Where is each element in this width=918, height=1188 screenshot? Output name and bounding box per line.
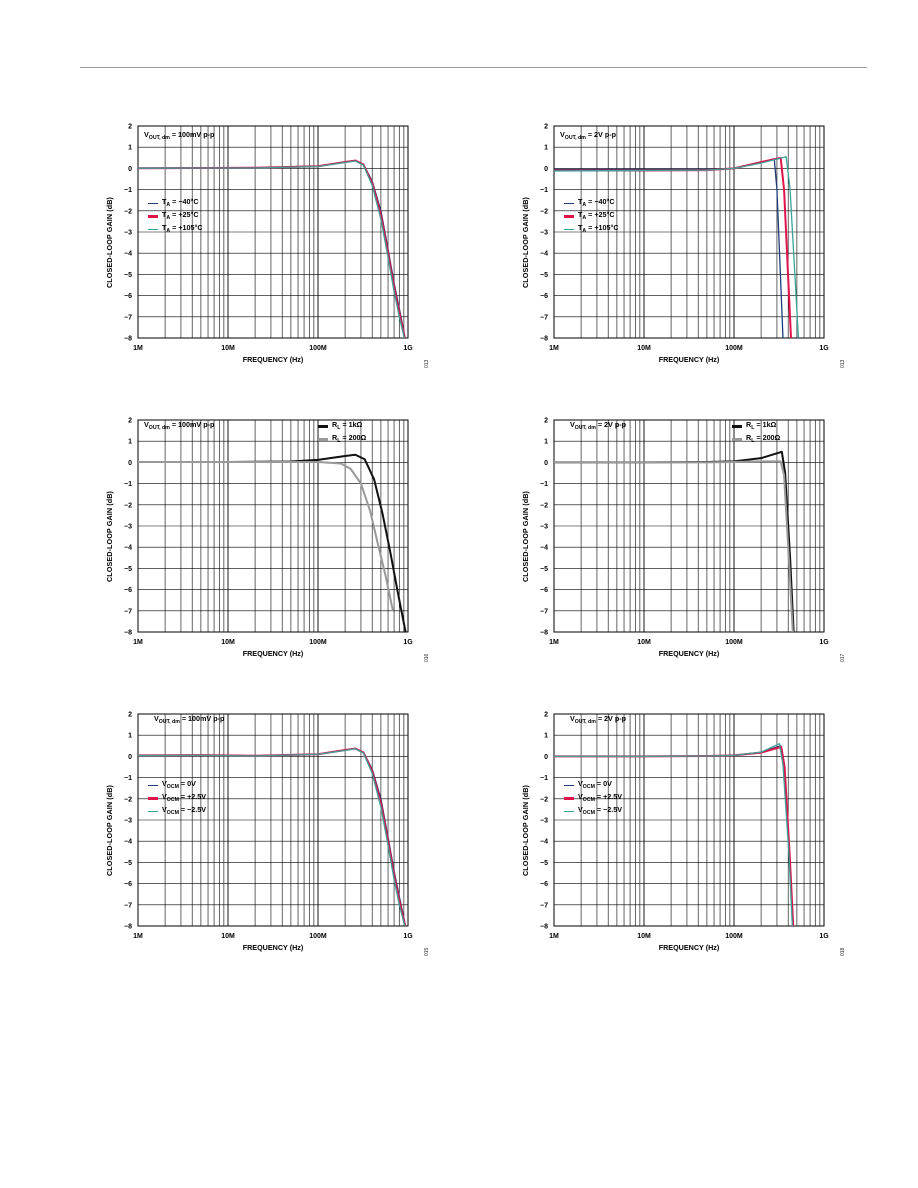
condition-annotation: [144, 130, 214, 141]
chart-load-2v: [516, 412, 846, 662]
y-tick-label: −5: [540, 565, 548, 573]
condition-annotation: [154, 714, 224, 725]
y-tick-label: −3: [540, 523, 548, 531]
y-tick-label: −1: [124, 481, 132, 489]
y-tick-label: 2: [128, 123, 132, 131]
legend-label: [332, 432, 366, 447]
x-tick-label: 1G: [403, 345, 413, 352]
y-tick-label: −3: [540, 229, 548, 237]
legend-swatch: [148, 215, 158, 218]
chart-svg: [516, 706, 836, 956]
legend-label-subscript: L: [337, 425, 341, 431]
y-axis-label: CLOSED-LOOP GAIN (dB): [105, 490, 114, 582]
legend-label-value: = 0V: [594, 779, 612, 788]
x-tick-label: 1M: [549, 933, 559, 940]
figure-id: 017: [840, 653, 846, 662]
legend-label-subscript: A: [166, 228, 171, 234]
y-axis-label: CLOSED-LOOP GAIN (dB): [521, 784, 530, 876]
series-line-0: [554, 159, 783, 338]
y-tick-label: −2: [540, 796, 548, 804]
legend-swatch: [148, 203, 158, 205]
y-tick-label: −7: [540, 902, 548, 910]
legend-label-value: = 0V: [178, 779, 196, 788]
chart-temperature-2v: [516, 118, 846, 368]
x-tick-label: 1G: [819, 933, 829, 940]
legend-label: [578, 222, 619, 237]
x-tick-label: 10M: [221, 639, 235, 646]
legend-label-subscript: OCM: [582, 784, 595, 790]
y-tick-label: −7: [540, 314, 548, 322]
legend-label: [578, 804, 622, 819]
annotation-value: = 100mV p-p: [179, 714, 225, 723]
legend-label-main: V: [578, 805, 583, 814]
series-line-0: [554, 746, 793, 926]
legend-swatch: [564, 811, 574, 813]
annotation-value: = 100mV p-p: [169, 130, 215, 139]
x-tick-label: 10M: [221, 345, 235, 352]
x-tick-label: 100M: [725, 639, 743, 646]
annotation-value: = 2V p-p: [595, 420, 626, 429]
x-axis-label: FREQUENCY (Hz): [242, 943, 304, 952]
y-tick-label: 2: [544, 123, 548, 131]
series-group: [554, 744, 793, 926]
y-tick-label: −4: [124, 838, 132, 846]
y-tick-label: −2: [124, 502, 132, 510]
y-tick-label: 2: [544, 711, 548, 719]
legend-label-main: V: [578, 779, 583, 788]
legend-label-value: = −2.5V: [594, 805, 623, 814]
x-tick-label: 100M: [309, 933, 327, 940]
legend-label-value: = 200Ω: [340, 433, 367, 442]
y-tick-label: 1: [128, 732, 132, 740]
y-tick-label: −6: [540, 293, 548, 301]
y-tick-label: −5: [124, 565, 132, 573]
y-tick-label: 0: [128, 165, 132, 173]
y-tick-label: −8: [540, 923, 548, 931]
chart-svg: [516, 412, 836, 662]
legend: [732, 420, 780, 446]
annotation-main: V: [570, 420, 575, 429]
y-tick-label: −2: [540, 208, 548, 216]
legend-label-subscript: OCM: [166, 797, 179, 803]
series-group: [138, 748, 406, 926]
figure-id: 015: [424, 947, 430, 956]
y-tick-label: −1: [540, 187, 548, 195]
legend-label-main: R: [746, 433, 752, 442]
series-line-2: [138, 749, 405, 926]
y-tick-label: 1: [128, 438, 132, 446]
legend-label-subscript: L: [337, 438, 341, 444]
y-tick-label: 1: [544, 732, 548, 740]
y-tick-label: −2: [124, 796, 132, 804]
series-group: [138, 455, 406, 632]
x-tick-label: 1G: [819, 639, 829, 646]
figure-id: 018: [840, 947, 846, 956]
y-tick-label: −8: [124, 335, 132, 343]
legend-swatch: [564, 229, 574, 231]
x-tick-label: 10M: [637, 933, 651, 940]
y-tick-label: 0: [544, 165, 548, 173]
legend-label-subscript: L: [751, 438, 755, 444]
x-tick-label: 100M: [309, 639, 327, 646]
legend: [148, 779, 206, 818]
series-group: [138, 160, 405, 338]
legend-swatch: [148, 785, 158, 787]
header-rule: [80, 67, 867, 68]
x-tick-label: 1M: [133, 639, 143, 646]
series-line-1: [138, 749, 405, 926]
x-tick-label: 100M: [309, 345, 327, 352]
y-tick-label: −6: [124, 293, 132, 301]
y-tick-label: −8: [124, 629, 132, 637]
y-tick-label: −6: [540, 881, 548, 889]
series-line-0: [138, 748, 406, 926]
legend-entry: [318, 433, 366, 446]
y-tick-label: 1: [544, 144, 548, 152]
legend-entry: [148, 223, 203, 236]
chart-vocm-2v: [516, 706, 846, 956]
condition-annotation: [560, 130, 616, 141]
y-tick-label: −3: [540, 817, 548, 825]
annotation-subscript: OUT, dm: [564, 135, 586, 141]
y-tick-label: −6: [540, 587, 548, 595]
legend-label: [162, 222, 203, 237]
annotation-main: V: [144, 130, 149, 139]
y-axis-label: CLOSED-LOOP GAIN (dB): [105, 784, 114, 876]
x-tick-label: 1M: [549, 639, 559, 646]
legend-label: [746, 432, 780, 447]
legend-label-main: T: [162, 223, 167, 232]
y-tick-label: −1: [124, 187, 132, 195]
legend-label-main: R: [332, 433, 338, 442]
y-tick-label: −1: [540, 775, 548, 783]
annotation-value: = 2V p-p: [595, 714, 626, 723]
y-tick-label: −5: [540, 859, 548, 867]
chart-temperature-100mv: [100, 118, 430, 368]
y-tick-label: −7: [540, 608, 548, 616]
y-tick-label: −1: [124, 775, 132, 783]
chart-svg: [100, 412, 420, 662]
x-axis-label: FREQUENCY (Hz): [658, 943, 720, 952]
x-tick-label: 100M: [725, 345, 743, 352]
x-tick-label: 1G: [403, 639, 413, 646]
series-line-0: [554, 452, 794, 632]
condition-annotation: [570, 420, 626, 431]
legend: [564, 197, 619, 236]
legend-label: [162, 804, 206, 819]
y-tick-label: −4: [540, 250, 548, 258]
legend-label-value: = −40°C: [170, 197, 199, 206]
legend-label-value: = 1kΩ: [340, 420, 363, 429]
y-tick-label: −4: [540, 838, 548, 846]
y-axis-label: CLOSED-LOOP GAIN (dB): [521, 196, 530, 288]
series-group: [554, 157, 798, 338]
legend-entry: [564, 805, 622, 818]
legend-label-subscript: A: [166, 215, 171, 221]
legend-swatch: [564, 797, 574, 800]
legend-label-subscript: OCM: [166, 810, 179, 816]
figure-id: 013: [840, 359, 846, 368]
chart-load-100mv: [100, 412, 430, 662]
y-tick-label: 2: [128, 417, 132, 425]
x-tick-label: 10M: [221, 933, 235, 940]
series-line-2: [554, 744, 792, 926]
series-line-1: [554, 461, 793, 632]
y-tick-label: 2: [128, 711, 132, 719]
y-tick-label: −2: [124, 208, 132, 216]
legend-entry: [732, 433, 780, 446]
legend-label-subscript: OCM: [166, 784, 179, 790]
y-tick-label: 1: [544, 438, 548, 446]
legend-swatch: [564, 203, 574, 205]
y-tick-label: −1: [540, 481, 548, 489]
y-tick-label: 1: [128, 144, 132, 152]
condition-annotation: [144, 420, 214, 431]
y-tick-label: −8: [124, 923, 132, 931]
legend-label-subscript: OCM: [582, 797, 595, 803]
legend-label-main: V: [162, 792, 167, 801]
x-tick-label: 100M: [725, 933, 743, 940]
x-tick-label: 1M: [133, 345, 143, 352]
series-line-1: [554, 158, 791, 338]
figure-id: 013: [424, 359, 430, 368]
legend-label-value: = +25°C: [586, 210, 615, 219]
y-tick-label: −8: [540, 335, 548, 343]
legend-label-main: R: [746, 420, 752, 429]
legend-label-main: R: [332, 420, 338, 429]
y-tick-label: −5: [124, 859, 132, 867]
y-tick-label: 0: [544, 753, 548, 761]
legend-label-main: T: [578, 210, 583, 219]
legend-swatch: [318, 425, 328, 428]
condition-annotation: [570, 714, 626, 725]
legend-swatch: [732, 425, 742, 428]
chart-svg: [516, 118, 836, 368]
legend-label-main: V: [578, 792, 583, 801]
legend-label-main: T: [162, 197, 167, 206]
legend-label-subscript: OCM: [582, 810, 595, 816]
x-tick-label: 1M: [133, 933, 143, 940]
series-line-0: [138, 160, 405, 338]
series-group: [554, 452, 794, 632]
annotation-main: V: [570, 714, 575, 723]
annotation-main: V: [560, 130, 565, 139]
annotation-value: = 2V p-p: [585, 130, 616, 139]
series-line-1: [138, 161, 405, 338]
legend-swatch: [318, 438, 328, 441]
y-tick-label: 0: [128, 753, 132, 761]
x-axis-label: FREQUENCY (Hz): [658, 649, 720, 658]
legend-label-value: = +25°C: [170, 210, 199, 219]
annotation-main: V: [154, 714, 159, 723]
annotation-subscript: OUT, dm: [148, 425, 170, 431]
chart-svg: [100, 118, 420, 368]
legend-label-subscript: A: [582, 228, 587, 234]
legend-label-value: = +105°C: [170, 223, 203, 232]
legend-label-main: V: [162, 805, 167, 814]
legend-swatch: [732, 438, 742, 441]
legend-swatch: [148, 229, 158, 231]
legend-swatch: [564, 785, 574, 787]
x-tick-label: 1G: [819, 345, 829, 352]
y-tick-label: −5: [540, 271, 548, 279]
legend-label-main: T: [578, 197, 583, 206]
y-tick-label: 2: [544, 417, 548, 425]
annotation-main: V: [144, 420, 149, 429]
annotation-subscript: OUT, dm: [574, 719, 596, 725]
legend-label-subscript: A: [582, 202, 587, 208]
y-tick-label: 0: [128, 459, 132, 467]
legend-label-value: = −2.5V: [178, 805, 207, 814]
y-tick-label: −7: [124, 608, 132, 616]
y-axis-label: CLOSED-LOOP GAIN (dB): [521, 490, 530, 582]
chart-svg: [100, 706, 420, 956]
legend: [148, 197, 203, 236]
legend-swatch: [148, 797, 158, 800]
y-tick-label: −5: [124, 271, 132, 279]
annotation-subscript: OUT, dm: [158, 719, 180, 725]
legend-label-value: = +105°C: [586, 223, 619, 232]
legend-label-value: = 1kΩ: [754, 420, 777, 429]
annotation-subscript: OUT, dm: [574, 425, 596, 431]
y-tick-label: −2: [540, 502, 548, 510]
legend-entry: [148, 805, 206, 818]
annotation-subscript: OUT, dm: [148, 135, 170, 141]
y-tick-label: −7: [124, 902, 132, 910]
series-line-0: [138, 455, 406, 632]
legend-label-subscript: A: [166, 202, 171, 208]
x-axis-label: FREQUENCY (Hz): [242, 649, 304, 658]
y-tick-label: −4: [124, 544, 132, 552]
legend-label-value: = +2.5V: [594, 792, 623, 801]
chart-vocm-100mv: [100, 706, 430, 956]
figure-id: 016: [424, 653, 430, 662]
y-tick-label: −4: [540, 544, 548, 552]
series-line-2: [554, 157, 798, 338]
legend-label-value: = +2.5V: [178, 792, 207, 801]
y-tick-label: −6: [124, 881, 132, 889]
y-tick-label: −3: [124, 229, 132, 237]
series-line-1: [138, 462, 393, 611]
legend-label-subscript: A: [582, 215, 587, 221]
legend-label-main: T: [162, 210, 167, 219]
y-tick-label: −7: [124, 314, 132, 322]
x-axis-label: FREQUENCY (Hz): [242, 355, 304, 364]
y-tick-label: 0: [544, 459, 548, 467]
y-tick-label: −3: [124, 817, 132, 825]
series-line-1: [554, 747, 793, 926]
legend: [318, 420, 366, 446]
x-axis-label: FREQUENCY (Hz): [658, 355, 720, 364]
x-tick-label: 10M: [637, 345, 651, 352]
y-tick-label: −3: [124, 523, 132, 531]
x-tick-label: 1G: [403, 933, 413, 940]
x-tick-label: 10M: [637, 639, 651, 646]
y-tick-label: −6: [124, 587, 132, 595]
legend-label-main: T: [578, 223, 583, 232]
legend: [564, 779, 622, 818]
y-tick-label: −8: [540, 629, 548, 637]
legend-swatch: [148, 811, 158, 813]
legend-swatch: [564, 215, 574, 218]
annotation-value: = 100mV p-p: [169, 420, 215, 429]
x-tick-label: 1M: [549, 345, 559, 352]
y-axis-label: CLOSED-LOOP GAIN (dB): [105, 196, 114, 288]
y-tick-label: −4: [124, 250, 132, 258]
legend-label-main: V: [162, 779, 167, 788]
legend-entry: [564, 223, 619, 236]
legend-label-value: = 200Ω: [754, 433, 781, 442]
legend-label-value: = −40°C: [586, 197, 615, 206]
legend-label-subscript: L: [751, 425, 755, 431]
